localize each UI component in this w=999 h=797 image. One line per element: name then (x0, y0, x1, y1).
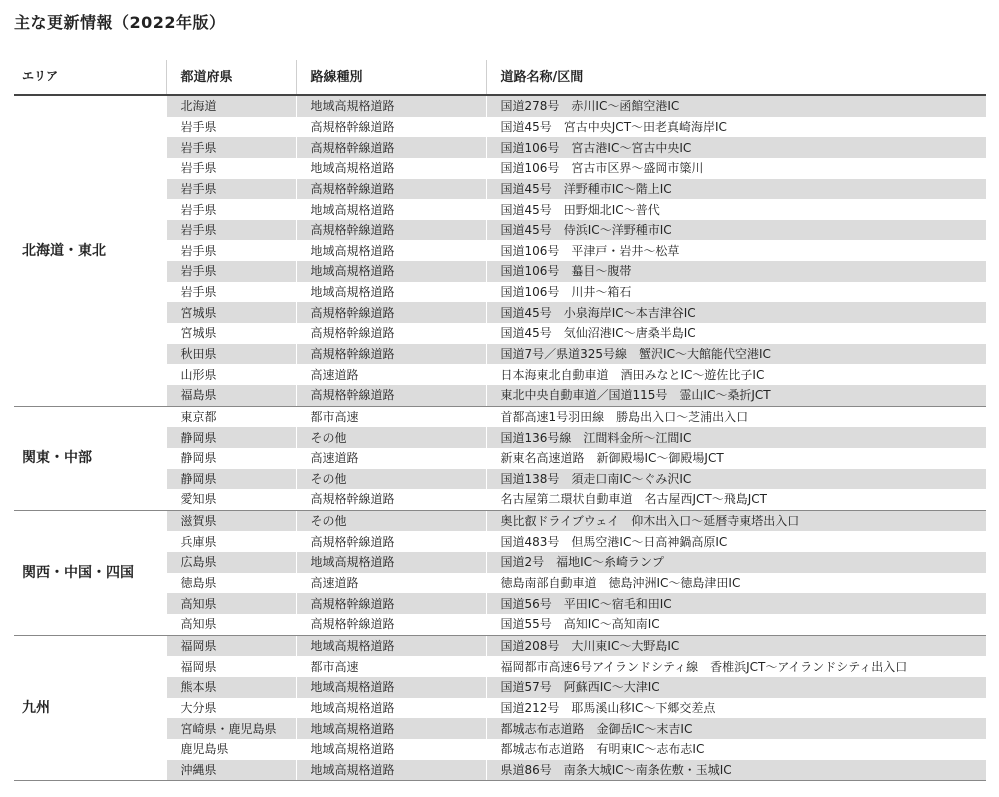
header-area: エリア (14, 60, 166, 95)
road-name-cell: 国道45号 田野畑北IC～普代 (486, 199, 986, 220)
road-type-cell: 地域高規格道路 (296, 282, 486, 303)
prefecture-cell: 宮崎県・鹿児島県 (166, 718, 296, 739)
prefecture-cell: 岩手県 (166, 240, 296, 261)
road-name-cell: 国道106号 宮古港IC～宮古中央IC (486, 137, 986, 158)
road-type-cell: 地域高規格道路 (296, 261, 486, 282)
road-type-cell: 高規格幹線道路 (296, 137, 486, 158)
road-update-table (14, 60, 986, 781)
prefecture-cell: 東京都 (166, 406, 296, 427)
road-name-cell: 国道106号 平津戸・岩井～松草 (486, 240, 986, 261)
road-name-cell: 国道212号 耶馬溪山移IC～下郷交差点 (486, 698, 986, 719)
road-type-cell: 都市高速 (296, 656, 486, 677)
table-header (14, 60, 986, 95)
prefecture-cell: 静岡県 (166, 448, 296, 469)
prefecture-cell: 宮城県 (166, 323, 296, 344)
road-name-cell: 奥比叡ドライブウェイ 仰木出入口～延暦寺東塔出入口 (486, 510, 986, 531)
road-name-cell: 国道278号 赤川IC～函館空港IC (486, 95, 986, 117)
road-name-cell: 国道2号 福地IC～糸崎ランプ (486, 552, 986, 573)
road-name-cell: 国道55号 高知IC～高知南IC (486, 614, 986, 635)
prefecture-cell: 静岡県 (166, 427, 296, 448)
prefecture-cell: 岩手県 (166, 179, 296, 200)
prefecture-cell: 熊本県 (166, 677, 296, 698)
prefecture-cell: 福岡県 (166, 656, 296, 677)
road-type-cell: 高規格幹線道路 (296, 489, 486, 510)
area-cell: 関西・中国・四国 (14, 510, 166, 635)
road-type-cell: その他 (296, 427, 486, 448)
prefecture-cell: 岩手県 (166, 117, 296, 138)
road-type-cell: 高規格幹線道路 (296, 531, 486, 552)
prefecture-cell: 高知県 (166, 593, 296, 614)
road-type-cell: 地域高規格道路 (296, 158, 486, 179)
area-cell: 関東・中部 (14, 406, 166, 510)
road-name-cell: 国道56号 平田IC～宿毛和田IC (486, 593, 986, 614)
road-type-cell: 地域高規格道路 (296, 677, 486, 698)
road-name-cell: 徳島南部自動車道 徳島沖洲IC～徳島津田IC (486, 573, 986, 594)
road-name-cell: 国道106号 川井～箱石 (486, 282, 986, 303)
table-row (14, 95, 986, 117)
prefecture-cell: 岩手県 (166, 137, 296, 158)
road-name-cell: 国道136号線 江間料金所～江間IC (486, 427, 986, 448)
road-type-cell: 都市高速 (296, 406, 486, 427)
road-name-cell: 国道7号／県道325号線 蟹沢IC～大館能代空港IC (486, 344, 986, 365)
table-body (14, 95, 986, 781)
road-name-cell: 国道57号 阿蘇西IC～大津IC (486, 677, 986, 698)
prefecture-cell: 福岡県 (166, 635, 296, 656)
road-type-cell: 高規格幹線道路 (296, 323, 486, 344)
road-type-cell: 高速道路 (296, 573, 486, 594)
road-type-cell: 高規格幹線道路 (296, 344, 486, 365)
road-name-cell: 都城志布志道路 金御岳IC～末吉IC (486, 718, 986, 739)
prefecture-cell: 愛知県 (166, 489, 296, 510)
prefecture-cell: 宮城県 (166, 302, 296, 323)
road-type-cell: 高速道路 (296, 364, 486, 385)
road-name-cell: 国道45号 気仙沼港IC～唐桑半島IC (486, 323, 986, 344)
prefecture-cell: 大分県 (166, 698, 296, 719)
road-type-cell: 地域高規格道路 (296, 95, 486, 117)
road-type-cell: 地域高規格道路 (296, 760, 486, 781)
header-prefecture: 都道府県 (166, 60, 296, 95)
prefecture-cell: 滋賀県 (166, 510, 296, 531)
prefecture-cell: 静岡県 (166, 469, 296, 490)
road-name-cell: 福岡都市高速6号アイランドシティ線 香椎浜JCT～アイランドシティ出入口 (486, 656, 986, 677)
road-type-cell: 高規格幹線道路 (296, 302, 486, 323)
prefecture-cell: 岩手県 (166, 158, 296, 179)
road-type-cell: 高規格幹線道路 (296, 593, 486, 614)
road-name-cell: 国道45号 宮古中央JCT～田老真崎海岸IC (486, 117, 986, 138)
prefecture-cell: 兵庫県 (166, 531, 296, 552)
prefecture-cell: 鹿児島県 (166, 739, 296, 760)
prefecture-cell: 沖縄県 (166, 760, 296, 781)
road-type-cell: 高規格幹線道路 (296, 614, 486, 635)
prefecture-cell: 北海道 (166, 95, 296, 117)
road-type-cell: 地域高規格道路 (296, 199, 486, 220)
road-name-cell: 国道45号 侍浜IC～洋野種市IC (486, 220, 986, 241)
header-road-name: 道路名称/区間 (486, 60, 986, 95)
road-type-cell: その他 (296, 469, 486, 490)
prefecture-cell: 岩手県 (166, 282, 296, 303)
road-type-cell: 高規格幹線道路 (296, 179, 486, 200)
road-name-cell: 国道138号 須走口南IC～ぐみ沢IC (486, 469, 986, 490)
table-row (14, 510, 986, 531)
road-name-cell: 日本海東北自動車道 酒田みなとIC～遊佐比子IC (486, 364, 986, 385)
prefecture-cell: 徳島県 (166, 573, 296, 594)
prefecture-cell: 山形県 (166, 364, 296, 385)
road-type-cell: 地域高規格道路 (296, 552, 486, 573)
header-road-type: 路線種別 (296, 60, 486, 95)
page-title: 主な更新情報（2022年版） (14, 13, 226, 32)
prefecture-cell: 秋田県 (166, 344, 296, 365)
road-name-cell: 名古屋第二環状自動車道 名古屋西JCT～飛島JCT (486, 489, 986, 510)
area-cell: 北海道・東北 (14, 95, 166, 406)
prefecture-cell: 岩手県 (166, 261, 296, 282)
table-row (14, 635, 986, 656)
road-name-cell: 県道86号 南条大城IC～南条佐敷・玉城IC (486, 760, 986, 781)
road-type-cell: 高規格幹線道路 (296, 220, 486, 241)
prefecture-cell: 岩手県 (166, 220, 296, 241)
road-name-cell: 国道208号 大川東IC～大野島IC (486, 635, 986, 656)
road-name-cell: 新東名高速道路 新御殿場IC～御殿場JCT (486, 448, 986, 469)
prefecture-cell: 高知県 (166, 614, 296, 635)
road-name-cell: 首都高速1号羽田線 勝島出入口～芝浦出入口 (486, 406, 986, 427)
road-type-cell: 高規格幹線道路 (296, 385, 486, 406)
road-name-cell: 国道106号 宮古市区界～盛岡市簗川 (486, 158, 986, 179)
road-name-cell: 国道483号 但馬空港IC～日高神鍋高原IC (486, 531, 986, 552)
table-row (14, 406, 986, 427)
road-name-cell: 国道45号 洋野種市IC～階上IC (486, 179, 986, 200)
area-cell: 九州 (14, 635, 166, 780)
prefecture-cell: 岩手県 (166, 199, 296, 220)
road-type-cell: その他 (296, 510, 486, 531)
road-type-cell: 高規格幹線道路 (296, 117, 486, 138)
road-name-cell: 都城志布志道路 有明東IC～志布志IC (486, 739, 986, 760)
road-type-cell: 地域高規格道路 (296, 635, 486, 656)
road-type-cell: 地域高規格道路 (296, 718, 486, 739)
road-name-cell: 国道45号 小泉海岸IC～本吉津谷IC (486, 302, 986, 323)
road-type-cell: 地域高規格道路 (296, 698, 486, 719)
prefecture-cell: 福島県 (166, 385, 296, 406)
road-name-cell: 国道106号 蟇目～腹帯 (486, 261, 986, 282)
prefecture-cell: 広島県 (166, 552, 296, 573)
road-type-cell: 高速道路 (296, 448, 486, 469)
road-type-cell: 地域高規格道路 (296, 739, 486, 760)
road-name-cell: 東北中央自動車道／国道115号 霊山IC～桑折JCT (486, 385, 986, 406)
road-type-cell: 地域高規格道路 (296, 240, 486, 261)
